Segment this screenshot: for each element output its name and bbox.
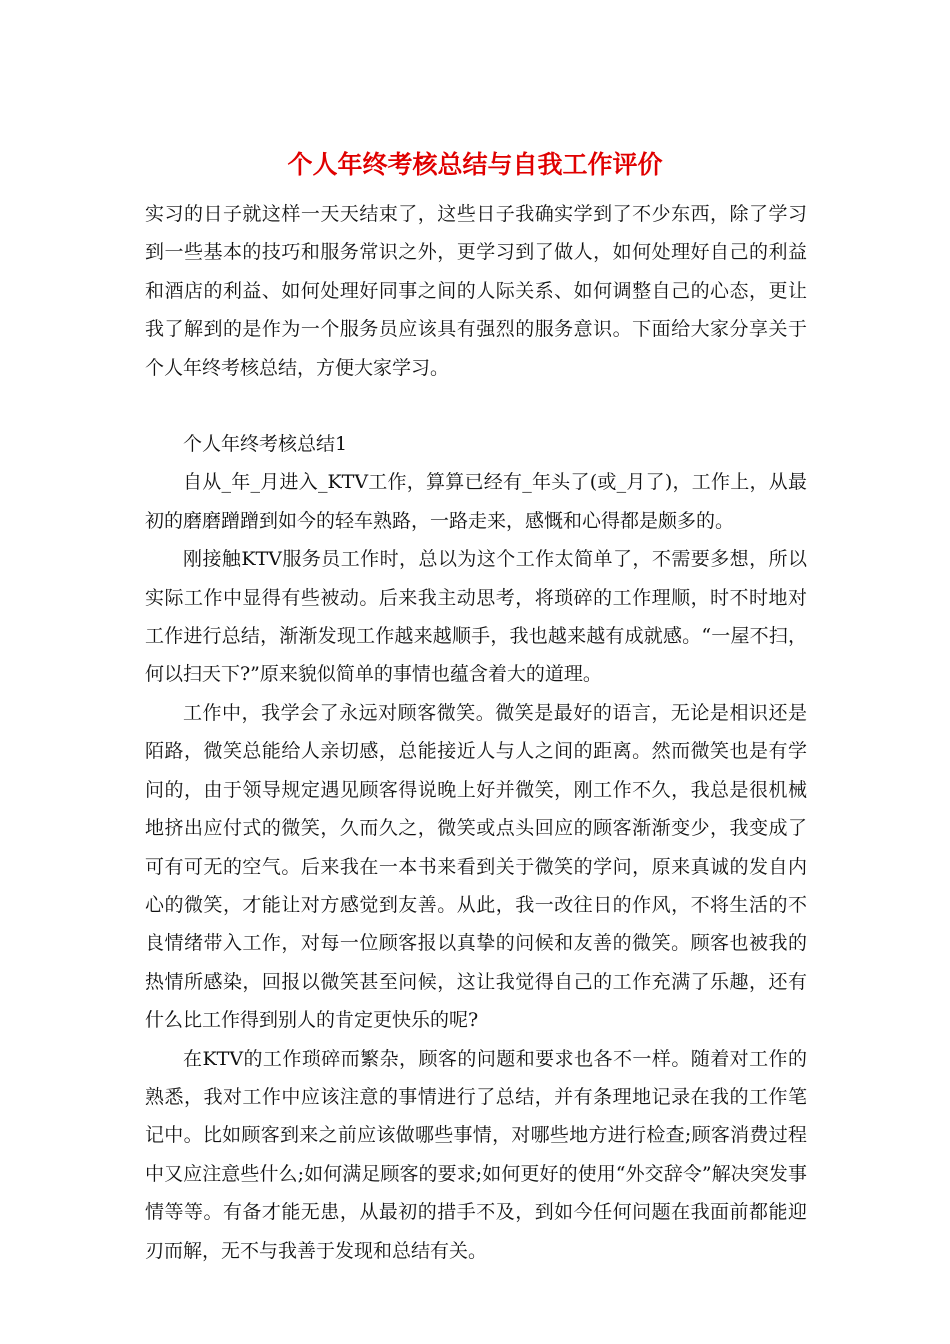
document-title: 个人年终考核总结与自我工作评价 [287, 150, 663, 179]
intro-paragraph: 实习的日子就这样一天天结束了，这些日子我确实学到了不少东西，除了学习到一些基本的技巧和服务常识之外，更学习到了做人，如何处理好自己的利益和酒店的利益、如何处理好同事之间的人际关系、如何调整自己的心态，更让我了解到的是作为一个服务员应该具有强烈的服务意识。下面给大家分享关于个人年终考核总结，方便大家学习。 [145, 203, 807, 379]
body-paragraph: 在KTV的工作琐碎而繁杂，顾客的问题和要求也各不一样。随着对工作的熟悉，我对工作中应该注意的事情进行了总结，并有条理地记录在我的工作笔记中。比如顾客到来之前应该做哪些事情，对哪些地方进行检查;顾客消费过程中又应注意些什么;如何满足顾客的要求;如何更好的使用“外交辞令”解决突发事情等等。有备才能无患，从最初的措手不及，到如今任何问题在我面前都能迎刃而解，无不与我善于发现和总结有关。 [145, 1047, 807, 1262]
body-paragraph: 刚接触KTV服务员工作时，总以为这个工作太简单了，不需要多想，所以实际工作中显得有些被动。后来我主动思考，将琐碎的工作理顺，时不时地对工作进行总结，渐渐发现工作越来越顺手，我也越来越有成就感。“一屋不扫，何以扫天下?”原来貌似简单的事情也蕴含着大的道理。 [145, 548, 807, 686]
body-paragraph: 自从_年_月进入_KTV工作，算算已经有_年头了(或_月了)，工作上，从最初的磨磨蹭蹭到如今的轻车熟路，一路走来，感慨和心得都是颇多的。 [145, 471, 807, 532]
document-body [145, 195, 807, 1270]
section-heading: 个人年终考核总结1 [183, 433, 348, 456]
body-paragraph: 工作中，我学会了永远对顾客微笑。微笑是最好的语言，无论是相识还是陌路，微笑总能给人亲切感，总能接近人与人之间的距离。然而微笑也是有学问的，由于领导规定遇见顾客得说晚上好并微笑，刚工作不久，我总是很机械地挤出应付式的微笑，久而久之，微笑或点头回应的顾客渐渐变少，我变成了可有可无的空气。后来我在一本书来看到关于微笑的学问，原来真诚的发自内心的微笑，才能让对方感觉到友善。从此，我一改往日的作风，不将生活的不良情绪带入工作，对每一位顾客报以真挚的问候和友善的微笑。顾客也被我的热情所感染，回报以微笑甚至问候，这让我觉得自己的工作充满了乐趣，还有什么比工作得到别人的肯定更快乐的呢? [145, 701, 807, 1032]
